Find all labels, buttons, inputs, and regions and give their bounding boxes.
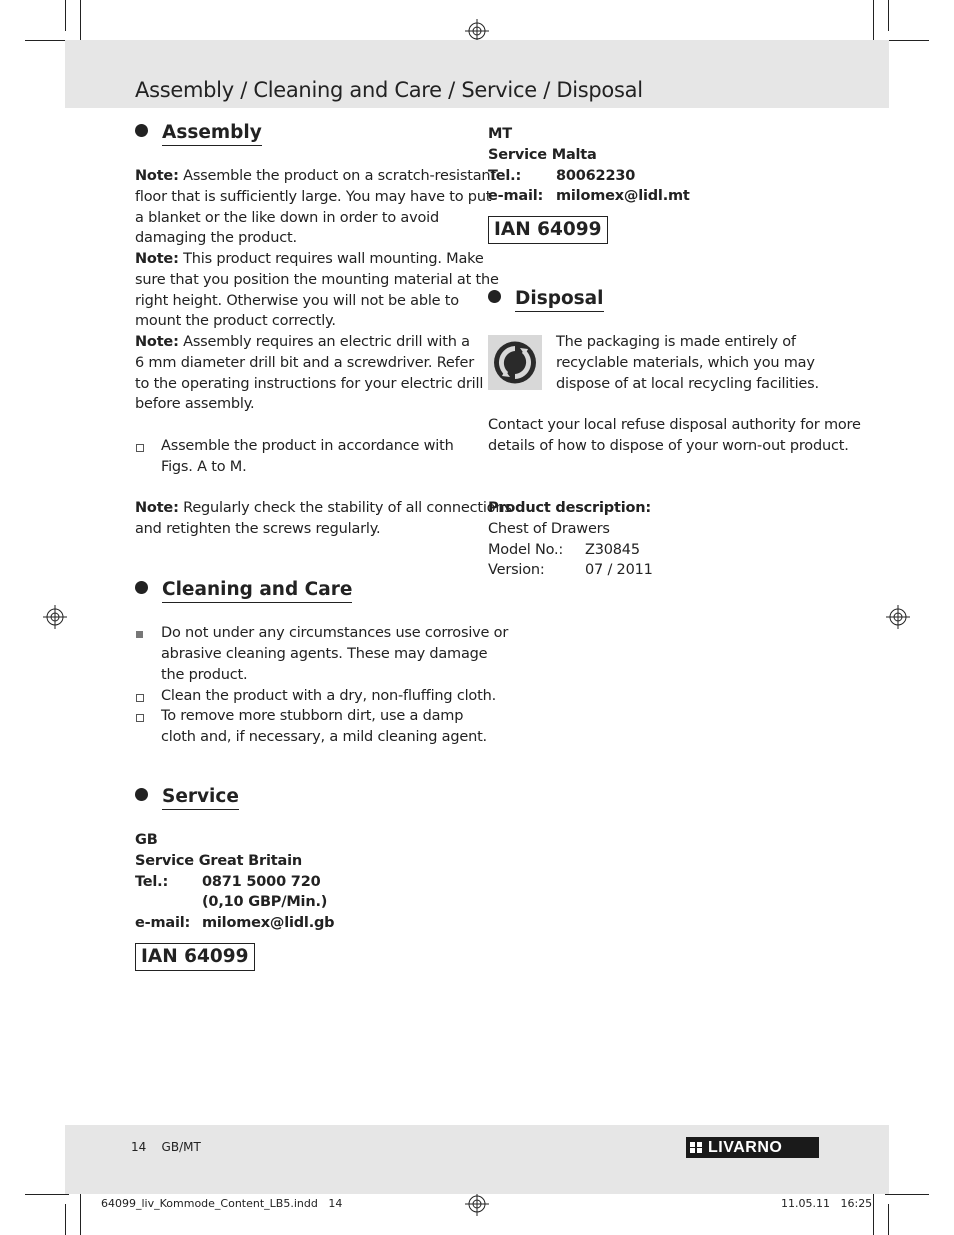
product-description: Product description: Chest of Drawers Model No.: Z30845 Version: 07 / 2011: [488, 500, 653, 579]
green-dot-recycling-icon: [488, 335, 542, 390]
cleaning-heading: Cleaning and Care: [135, 579, 352, 600]
crop-mark: [888, 0, 889, 31]
checkbox-bullet-icon: [136, 444, 144, 452]
crop-mark: [888, 1204, 889, 1235]
disposal-packaging-text: The packaging is made entirely of recyclable materials, which you may dispose of at local recycling facilities.: [556, 334, 819, 392]
assembly-step: Assemble the product in accordance with Figs. A to M.: [161, 438, 454, 475]
crop-mark: [885, 1194, 929, 1195]
checkbox-bullet-icon: [136, 714, 144, 722]
page-title: Assembly / Cleaning and Care / Service / Disposal: [135, 78, 643, 102]
bullet-dot-icon: [135, 581, 148, 594]
assembly-note-4: Note: Regularly check the stability of all connections and retighten the screws regularly.: [135, 500, 512, 537]
disposal-contact-text: Contact your local refuse disposal authority for more details of how to dispose of your worn-out product.: [488, 417, 861, 454]
bullet-dot-icon: [135, 124, 148, 137]
assembly-heading: Assembly: [135, 122, 262, 143]
disposal-heading: Disposal: [488, 288, 604, 309]
crop-mark: [25, 1194, 69, 1195]
logo-mark-icon: [690, 1142, 702, 1153]
assembly-note-1: Note: Assemble the product on a scratch-resistant floor that is sufficiently large. You may have to put a blanket or the like down in order to avoid damaging the product.: [135, 168, 496, 247]
crop-mark: [80, 1190, 81, 1235]
bullet-dot-icon: [488, 290, 501, 303]
indd-file-slug: 64099_liv_Kommode_Content_LB5.indd 14: [101, 1197, 343, 1210]
registration-mark-icon: [886, 605, 910, 629]
footer-band: [65, 1125, 889, 1194]
filled-square-bullet-icon: [136, 631, 143, 638]
cleaning-item-1: Do not under any circumstances use corrosive or abrasive cleaning agents. These may damage the product.: [161, 625, 509, 683]
registration-mark-icon: [43, 605, 67, 629]
livarno-logo: LIVARNO: [686, 1137, 819, 1158]
cleaning-item-3: To remove more stubborn dirt, use a damp cloth and, if necessary, a mild cleaning agent.: [161, 708, 487, 745]
crop-mark: [65, 1204, 66, 1235]
crop-mark: [885, 40, 929, 41]
service-mt-contact: MT Service Malta Tel.: 80062230 e-mail: milomex@lidl.mt: [488, 126, 690, 205]
ian-number-mt: IAN 64099: [488, 216, 608, 244]
bullet-dot-icon: [135, 788, 148, 801]
registration-mark-icon: [465, 1192, 489, 1216]
checkbox-bullet-icon: [136, 694, 144, 702]
ian-number-gb: IAN 64099: [135, 943, 255, 971]
service-gb-contact: GB Service Great Britain Tel.: 0871 5000 720 (0,10 GBP/Min.) e-mail: milomex@lidl.gb: [135, 832, 335, 932]
assembly-note-3: Note: Assembly requires an electric drill with a 6 mm diameter drill bit and a screwdriver. Refer to the operating instructions for your electric drill before assembly.: [135, 334, 484, 413]
service-heading: Service: [135, 786, 239, 807]
crop-mark: [873, 1190, 874, 1235]
crop-mark: [25, 40, 69, 41]
assembly-note-2: Note: This product requires wall mounting. Make sure that you position the mounting material at the right height. Otherwise you will not be able to mount the product correctly.: [135, 251, 499, 330]
page-number: 14 GB/MT: [131, 1140, 201, 1154]
crop-mark: [65, 0, 66, 31]
print-datetime: 11.05.11 16:25: [781, 1197, 873, 1210]
cleaning-item-2: Clean the product with a dry, non-fluffing cloth.: [161, 688, 496, 704]
